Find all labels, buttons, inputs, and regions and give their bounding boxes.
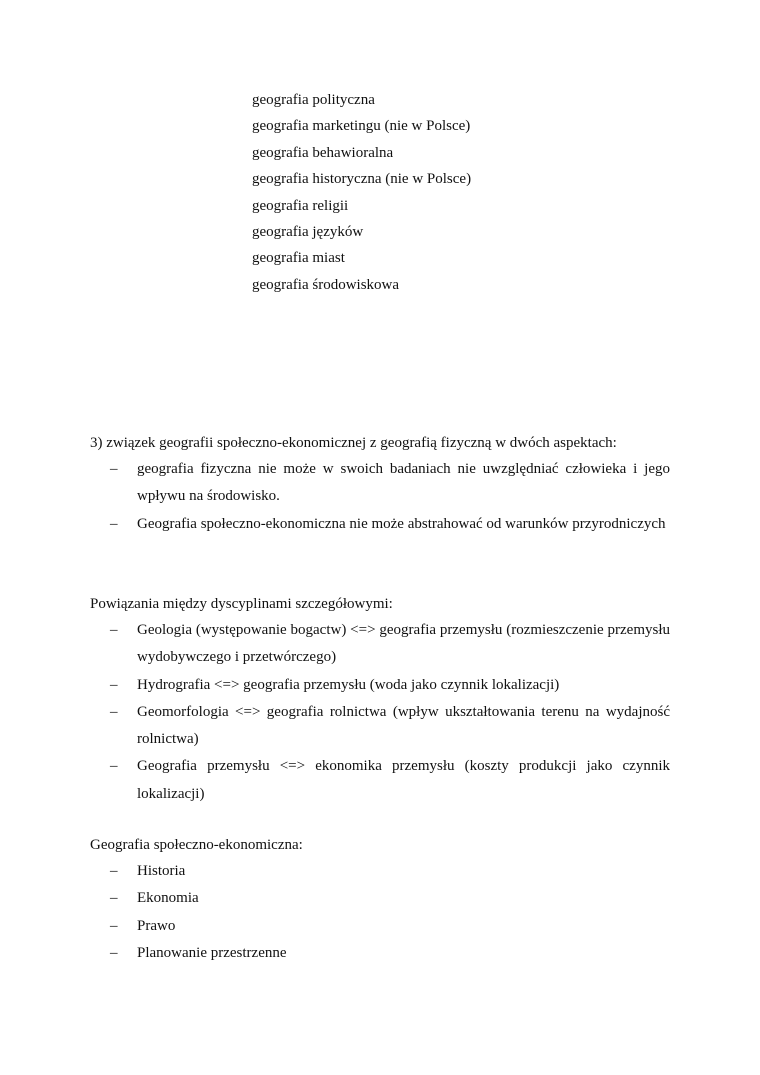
list-item: geografia historyczna (nie w Polsce) xyxy=(252,171,472,188)
list-item-text: Geografia społeczno-ekonomiczna nie może abstrahować od warunków przyrodniczych xyxy=(137,515,666,532)
dash-bullet: – xyxy=(110,917,118,934)
dash-bullet: – xyxy=(110,758,118,775)
dash-bullet: – xyxy=(110,703,118,720)
dash-bullet: – xyxy=(110,515,118,532)
list-item: geografia religii xyxy=(252,197,349,214)
links-heading: Powiązania między dyscyplinami szczegółowymi: xyxy=(90,596,393,612)
list-item-text: Hydrografia <=> geografia przemysłu (woda jako czynnik lokalizacji) xyxy=(137,676,560,693)
list-item xyxy=(90,858,670,885)
list-item-text: Prawo xyxy=(137,917,176,934)
list-item-text: Historia xyxy=(137,863,186,879)
aspects-heading: 3) związek geografii społeczno-ekonomicznej z geografią fizyczną w dwóch aspektach: xyxy=(90,435,617,451)
list-item-text: Geomorfologia <=> geografia rolnictwa (wpływ ukształtowania terenu na wydajność rolnictwa) xyxy=(137,703,670,748)
list-item xyxy=(90,913,670,940)
list-item: geografia behawioralna xyxy=(252,144,394,161)
dash-bullet: – xyxy=(110,944,118,961)
links-section xyxy=(90,591,670,808)
list-item xyxy=(90,456,670,511)
geography-branches-list xyxy=(252,87,471,298)
list-item xyxy=(90,511,670,538)
links-list xyxy=(90,617,670,808)
list-item xyxy=(90,753,670,808)
list-item: geografia marketingu (nie w Polsce) xyxy=(252,118,471,135)
dash-bullet: – xyxy=(110,676,118,693)
list-item: geografia środowiskowa xyxy=(252,276,400,293)
related-heading: Geografia społeczno-ekonomiczna: xyxy=(90,837,303,853)
aspects-section xyxy=(90,430,670,538)
aspects-list xyxy=(90,456,670,538)
dash-bullet: – xyxy=(110,863,118,879)
dash-bullet: – xyxy=(110,622,118,638)
dash-bullet: – xyxy=(110,461,118,477)
list-item-text: geografia fizyczna nie może w swoich badaniach nie uwzględniać człowieka i jego wpływu na środowisko. xyxy=(137,461,670,505)
list-item-text: Geologia (występowanie bogactw) <=> geografia przemysłu (rozmieszczenie przemysłu wydobywczego i przetwórczego) xyxy=(137,622,670,666)
list-item xyxy=(90,940,670,967)
related-list xyxy=(90,858,670,967)
list-item: geografia języków xyxy=(252,223,364,240)
list-item xyxy=(90,617,670,672)
list-item: geografia miast xyxy=(252,250,345,267)
list-item xyxy=(90,672,670,699)
list-item xyxy=(90,885,670,912)
dash-bullet: – xyxy=(110,890,118,907)
list-item-text: Ekonomia xyxy=(137,890,199,907)
list-item xyxy=(90,699,670,754)
list-item-text: Planowanie przestrzenne xyxy=(137,944,287,961)
list-item: geografia polityczna xyxy=(252,92,375,108)
list-item-text: Geografia przemysłu <=> ekonomika przemysłu (koszty produkcji jako czynnik lokalizacji) xyxy=(137,758,670,802)
related-section xyxy=(90,832,670,967)
